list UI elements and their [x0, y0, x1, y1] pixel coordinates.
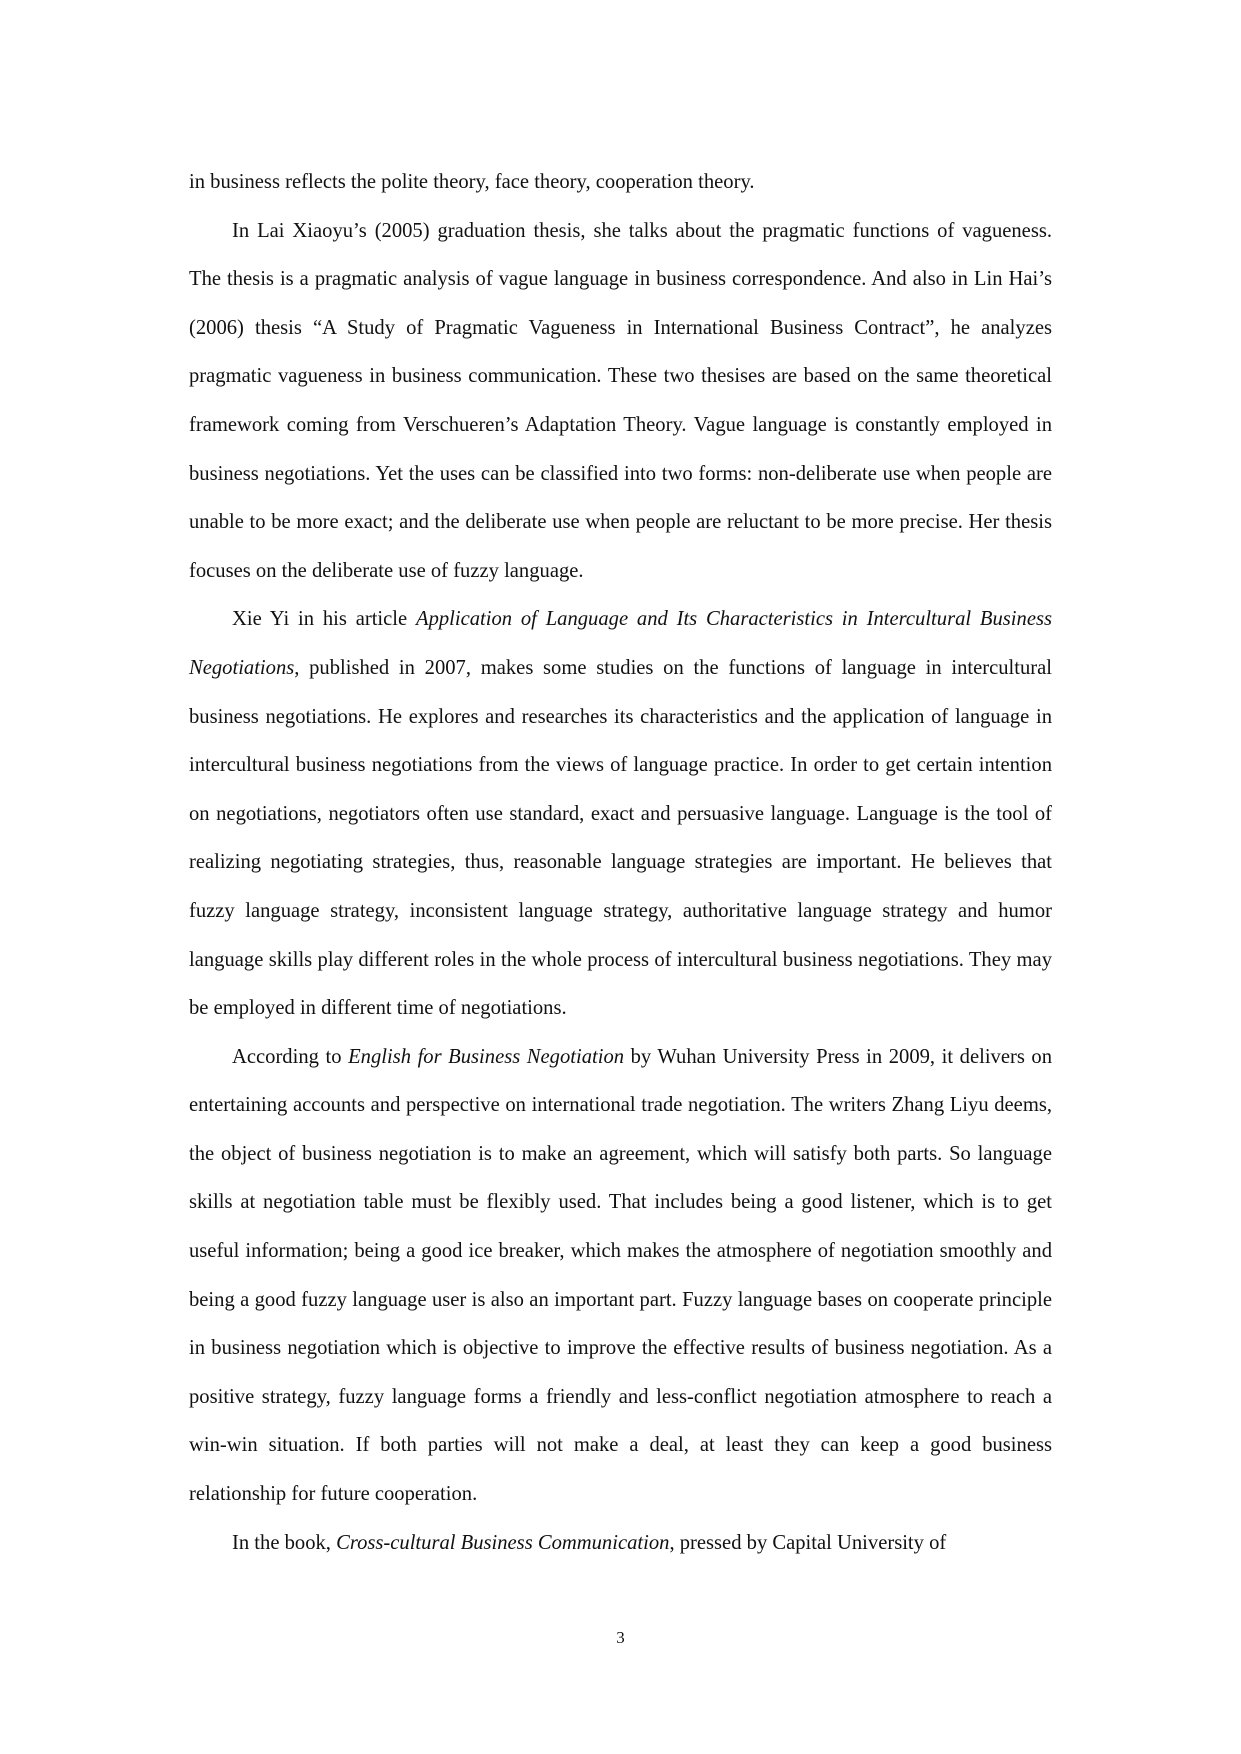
- paragraph-text: According to: [232, 1045, 349, 1068]
- article-title: Application of Language and Its Characteristics in Intercultural Business Negotiations: [189, 608, 1052, 679]
- paragraph-text: , published in 2007, makes some studies on the functions of language in intercultural business negotiations. He explores and researches its characteristics and the application of language in intercultural business negotiations from the views of language practice. In order to get certain intention on negotiations, negotiators often use standard, exact and persuasive language. Language is the tool of realizing negotiating strategies, thus, reasonable language strategies are important. He believes that fuzzy language strategy, inconsistent language strategy, authoritative language strategy and humor language skills play different roles in the whole process of intercultural business negotiations. They may be employed in different time of negotiations.: [189, 656, 1052, 1020]
- paragraph-text: by Wuhan University Press in 2009, it delivers on entertaining accounts and perspective on international trade negotiation. The writers Zhang Liyu deems, the object of business negotiation is to make an agreement, which will satisfy both parts. So language skills at negotiation table must be flexibly used. That includes being a good listener, which is to get useful information; being a good ice breaker, which makes the atmosphere of negotiation smoothly and being a good fuzzy language user is also an important part. Fuzzy language bases on cooperate principle in business negotiation which is objective to improve the effective results of business negotiation. As a positive strategy, fuzzy language forms a friendly and less-conflict negotiation atmosphere to reach a win-win situation. If both parties will not make a deal, at least they can keep a good business relationship for future cooperation.: [189, 1045, 1053, 1506]
- page-number: 3: [616, 1628, 625, 1647]
- paragraph-continuation: [189, 158, 1052, 207]
- paragraph-text: , pressed by Capital University of: [669, 1531, 947, 1554]
- book-title: Cross-cultural Business Communication: [336, 1531, 670, 1554]
- paragraph-text: Xie Yi in his article: [232, 608, 416, 631]
- paragraph-cross-cultural: [189, 1519, 1052, 1568]
- paragraph-lai-xiaoyu: [189, 207, 1052, 596]
- paragraph-text: In the book,: [232, 1531, 337, 1554]
- body-text: [189, 158, 1052, 1567]
- book-title: English for Business Negotiation: [348, 1045, 625, 1068]
- paragraph-english-business-negotiation: [189, 1033, 1052, 1519]
- paragraph-xie-yi: [189, 595, 1052, 1032]
- paragraph-text: in business reflects the polite theory, face theory, cooperation theory.: [189, 171, 755, 193]
- paragraph-text: In Lai Xiaoyu’s (2005) graduation thesis, she talks about the pragmatic functions of vagueness. The thesis is a pragmatic analysis of vague language in business correspondence. And also in Lin Hai’s (2006) thesis “A Study of Pragmatic Vagueness in International Business Contract”, he analyzes pragmatic vagueness in business communication. These two thesises are based on the same theoretical framework coming from Verschueren’s Adaptation Theory. Vague language is constantly employed in business negotiations. Yet the uses can be classified into two forms: non-deliberate use when people are unable to be more exact; and the deliberate use when people are reluctant to be more precise. Her thesis focuses on the deliberate use of fuzzy language.: [189, 219, 1052, 582]
